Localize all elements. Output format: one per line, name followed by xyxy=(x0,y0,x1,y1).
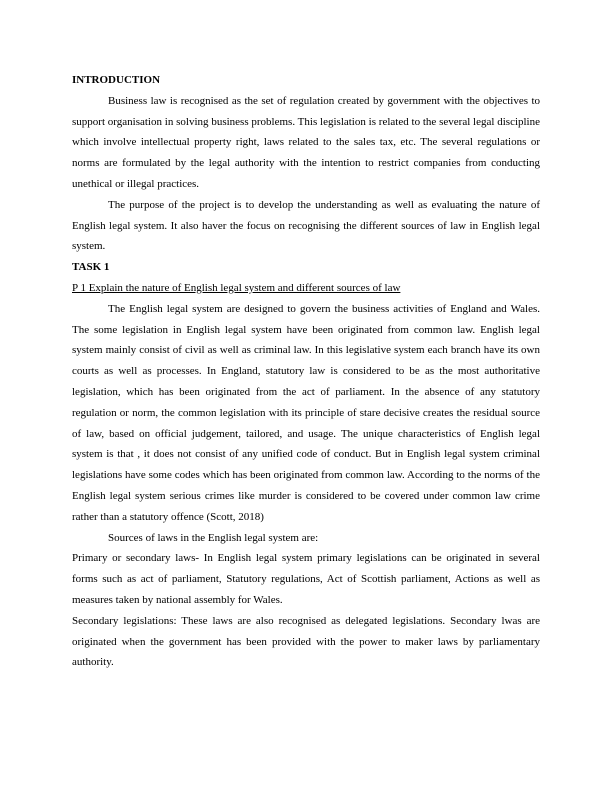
primary-legislation-paragraph: Primary or secondary laws- In English legal system primary legislations can be originated in several forms such as act of parliament, Statutory regulations, Act of Scottish parliament, Actions as well as measures taken by national assembly for Wales. xyxy=(72,552,540,606)
sources-intro: Sources of laws in the English legal system are: xyxy=(108,531,319,544)
document-body xyxy=(72,70,540,673)
task-heading: TASK 1 xyxy=(72,261,110,274)
intro-paragraph-1: Business law is recognised as the set of regulation created by government with the objectives to support organisation in solving business problems. This legislation is related to the several legal discipline which involve intellectual property right, laws related to the sales tax, etc. The several regulations or norms are formulated by the legal authority with the intention to restrict companies from conducting unethical or illegal practices. xyxy=(72,94,540,190)
task-paragraph-1: The English legal system are designed to govern the business activities of England and Wales. The some legislation in English legal system have been originated from common law. English legal system mainly consist of civil as well as criminal law. In this legislative system each branch have its own courts as well as processes. In England, statutory law is considered to be as the most authoritative legislation, which has been originated from the act of parliament. In the absence of any statutory regulation or norm, the common legislation with its principle of stare decisive creates the residual source of law, based on official judgement, tailored, and usage. The unique characteristics of English legal system is that , it does not consist of any unified code of conduct. But in English legal system criminal legislations have some codes which has been originated from common law. According to the norms of the English legal system serious crimes like murder is considered to be covered under common law crime rather than a statutory offence (Scott, 2018) xyxy=(72,302,540,523)
introduction-heading: INTRODUCTION xyxy=(72,74,161,86)
intro-paragraph-2: The purpose of the project is to develop the understanding as well as evaluating the nature of English legal system. It also haver the focus on recognising the different sources of law in English legal system. xyxy=(72,198,540,253)
secondary-legislation-paragraph: Secondary legislations: These laws are also recognised as delegated legislations. Secondary lwas are originated when the government has been provided with the power to maker laws by parliamentary authority. xyxy=(72,614,540,669)
p1-title: P 1 Explain the nature of English legal system and different sources of law xyxy=(72,281,401,294)
